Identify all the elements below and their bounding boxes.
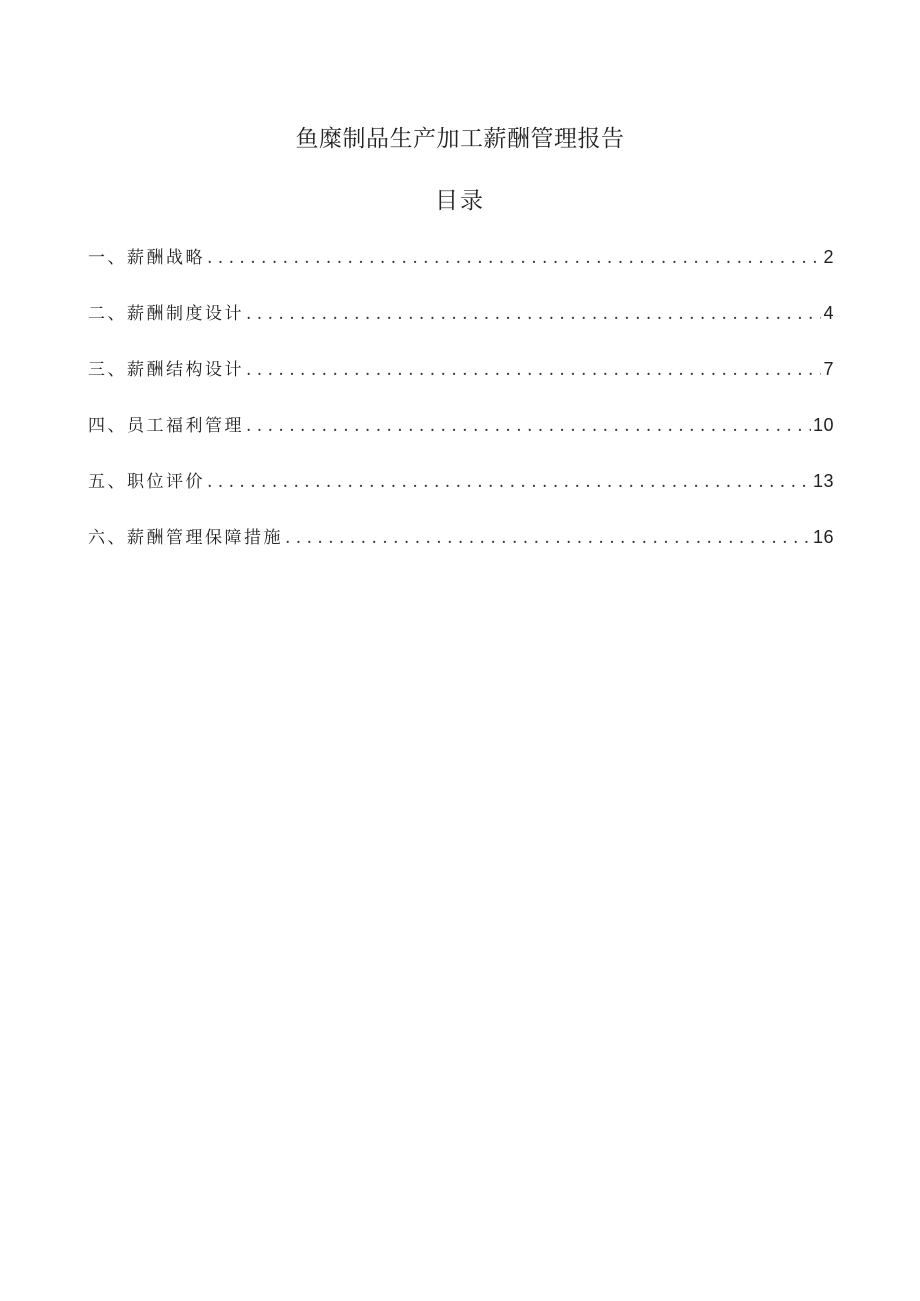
toc-entry-employee-benefits[interactable] <box>88 411 834 467</box>
dot-leader <box>246 412 811 440</box>
toc-entry-label: 二、薪酬制度设计 <box>88 304 244 324</box>
toc-entry-compensation-structure-design[interactable] <box>88 355 834 411</box>
toc-page-number: 16 <box>812 527 834 547</box>
toc-heading: 目录 <box>435 188 485 214</box>
toc-entry-compensation-strategy[interactable] <box>88 243 834 299</box>
dot-leader <box>207 244 821 272</box>
toc-entry-label: 一、薪酬战略 <box>88 248 205 268</box>
toc-page-number: 2 <box>823 247 834 267</box>
dot-leader <box>207 468 811 496</box>
toc-entry-label: 六、薪酬管理保障措施 <box>88 528 283 548</box>
toc-entry-label: 四、员工福利管理 <box>88 416 244 436</box>
dot-leader <box>246 300 821 328</box>
dot-leader <box>246 356 821 384</box>
toc-page-number: 10 <box>812 415 834 435</box>
document-title: 鱼糜制品生产加工薪酬管理报告 <box>295 126 625 152</box>
toc-page-number: 7 <box>823 359 834 379</box>
toc-entry-label: 三、薪酬结构设计 <box>88 360 244 380</box>
toc-page-number: 4 <box>823 303 834 323</box>
toc-entry-label: 五、职位评价 <box>88 472 205 492</box>
toc-entry-compensation-safeguards[interactable] <box>88 523 834 579</box>
dot-leader <box>285 524 811 552</box>
toc-page-number: 13 <box>812 471 834 491</box>
toc-entry-job-evaluation[interactable] <box>88 467 834 523</box>
toc-entry-compensation-system-design[interactable] <box>88 299 834 355</box>
table-of-contents <box>88 243 834 579</box>
